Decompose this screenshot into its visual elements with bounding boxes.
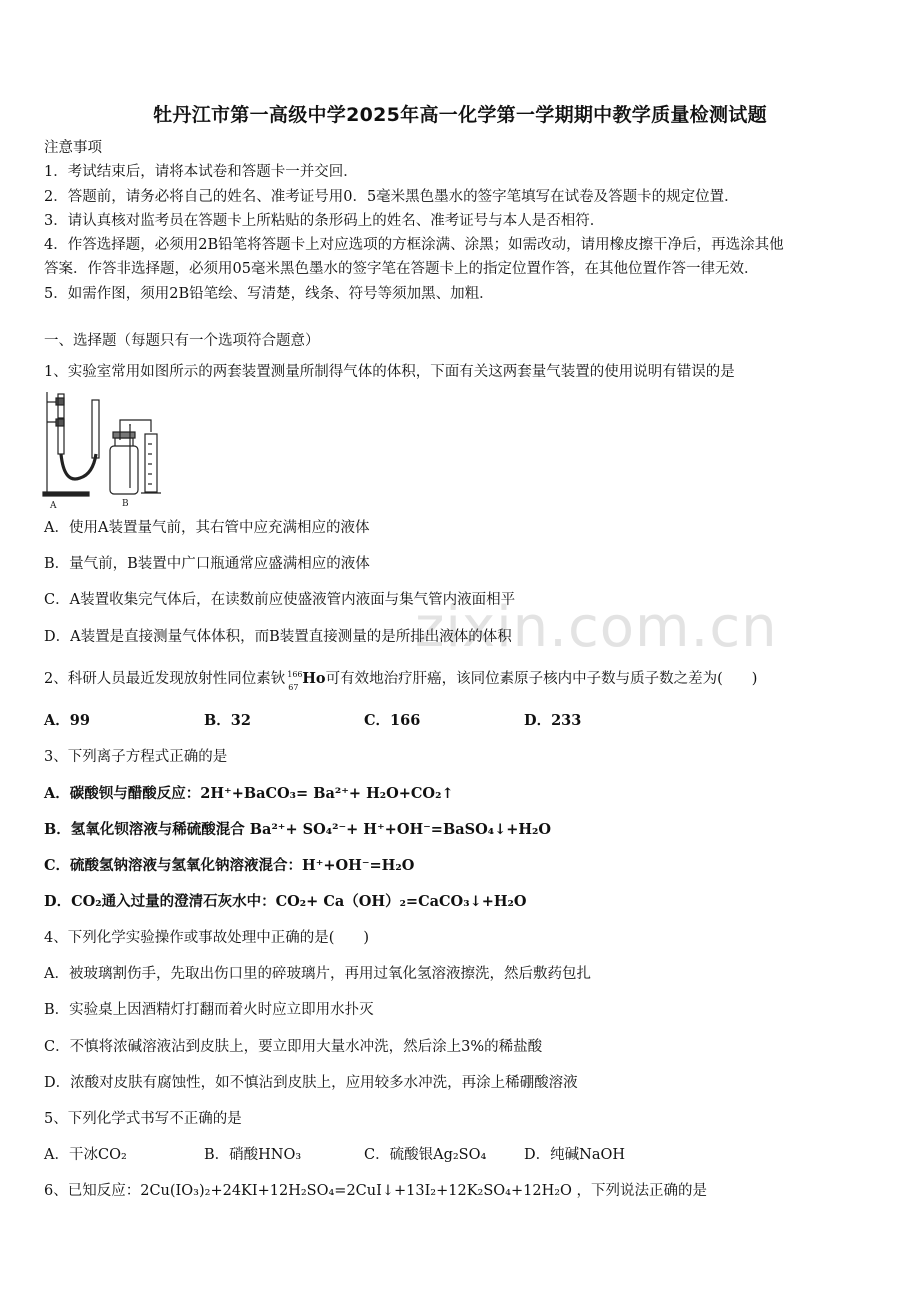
question-4-option-d: D．浓酸对皮肤有腐蚀性，如不慎沾到皮肤上，应用较多水冲洗，再涂上稀硼酸溶液 <box>44 1075 578 1091</box>
notice-item-4-cont: 答案．作答非选择题，必须用05毫米黑色墨水的签字笔在答题卡上的指定位置作答，在其他位置作答一律无效． <box>44 261 759 277</box>
question-3-option-b: B．氢氧化钡溶液与稀硫酸混合 Ba²⁺+ SO₄²⁻+ H⁺+OH⁻=BaSO₄↓+H₂O <box>44 821 552 838</box>
mass-number: 166 <box>287 670 303 679</box>
question-1-option-a: A．使用A装置量气前，其右管中应充满相应的液体 <box>44 520 370 536</box>
notice-item-3: 3．请认真核对监考员在答题卡上所粘贴的条形码上的姓名、准考证号与本人是否相符． <box>44 213 605 229</box>
notice-item-5: 5．如需作图，须用2B铅笔绘、写清楚，线条、符号等须加黑、加粗． <box>44 286 494 302</box>
question-1-option-c: C．A装置收集完气体后，在读数前应使盛液管内液面与集气管内液面相平 <box>44 592 516 608</box>
isotope-notation <box>285 669 303 692</box>
notice-item-4: 4．作答选择题，必须用2B铅笔将答题卡上对应选项的方框涂满、涂黑；如需改动，请用橡皮擦干净后，再选涂其他 <box>44 237 784 253</box>
page-title: 牡丹江市第一高级中学2025年高一化学第一学期期中教学质量检测试题 <box>153 104 767 126</box>
question-5-stem: 5、下列化学式书写不正确的是 <box>44 1111 242 1127</box>
question-2-option-b: B．32 <box>204 712 251 729</box>
question-3-option-a: A．碳酸钡与醋酸反应：2H⁺+BaCO₃= Ba²⁺+ H₂O+CO₂↑ <box>44 785 454 802</box>
question-4-option-c: C．不慎将浓碱溶液沾到皮肤上，要立即用大量水冲洗，然后涂上3%的稀盐酸 <box>44 1039 543 1055</box>
question-6-stem: 6、已知反应：2Cu(IO₃)₂+24KI+12H₂SO₄=2CuI↓+13I₂+12K₂SO₄+12H₂O ，下列说法正确的是 <box>44 1183 708 1199</box>
question-3-stem: 3、下列离子方程式正确的是 <box>44 749 228 765</box>
question-1-option-d: D．A装置是直接测量气体体积，而B装置直接测量的是所排出液体的体积 <box>44 629 512 645</box>
section-heading: 一、选择题（每题只有一个选项符合题意） <box>44 333 320 349</box>
question-1-stem: 1、实验室常用如图所示的两套装置测量所制得气体的体积，下面有关这两套量气装置的使用说明有错误的是 <box>44 364 735 380</box>
question-2-stem-after: 可有效地治疗肝癌，该同位素原子核内中子数与质子数之差为( ) <box>325 671 758 687</box>
question-5-option-c: C．硫酸银Ag₂SO₄ <box>364 1147 487 1163</box>
question-2-option-c: C．166 <box>364 712 421 729</box>
question-4-option-b: B．实验桌上因酒精灯打翻而着火时应立即用水扑灭 <box>44 1002 374 1018</box>
question-3-option-c: C．硫酸氢钠溶液与氢氧化钠溶液混合：H⁺+OH⁻=H₂O <box>44 857 415 874</box>
notice-heading: 注意事项 <box>44 140 102 156</box>
notice-item-2: 2．答题前，请务必将自己的姓名、准考证号用0．5毫米黑色墨水的签字笔填写在试卷及答题卡的规定位置． <box>44 189 739 205</box>
watermark: zixin.com.cn <box>415 595 778 660</box>
apparatus-label-b: B <box>122 499 129 509</box>
notice-item-1: 1．考试结束后，请将本试卷和答题卡一并交回． <box>44 164 358 180</box>
question-2-stem <box>44 669 758 692</box>
question-2-option-a: A．99 <box>44 712 90 729</box>
atomic-number: 67 <box>288 683 299 692</box>
gas-measuring-apparatus-figure <box>38 388 168 512</box>
question-2-stem-before: 2、科研人员最近发现放射性同位素钬 <box>44 671 286 687</box>
question-2-option-d: D．233 <box>524 712 582 729</box>
apparatus-label-a: A <box>50 501 57 511</box>
question-4-option-a: A．被玻璃割伤手，先取出伤口里的碎玻璃片，再用过氧化氢溶液擦洗，然后敷药包扎 <box>44 966 591 982</box>
question-1-option-b: B．量气前，B装置中广口瓶通常应盛满相应的液体 <box>44 556 370 572</box>
question-4-stem: 4、下列化学实验操作或事故处理中正确的是( ) <box>44 930 370 946</box>
question-5-option-d: D．纯碱NaOH <box>524 1147 625 1163</box>
question-5-option-a: A．干冰CO₂ <box>44 1147 127 1163</box>
element-symbol: Ho <box>302 670 326 687</box>
question-3-option-d: D．CO₂通入过量的澄清石灰水中：CO₂+ Ca（OH）₂=CaCO₃↓+H₂O <box>44 893 527 910</box>
question-5-option-b: B．硝酸HNO₃ <box>204 1147 302 1163</box>
